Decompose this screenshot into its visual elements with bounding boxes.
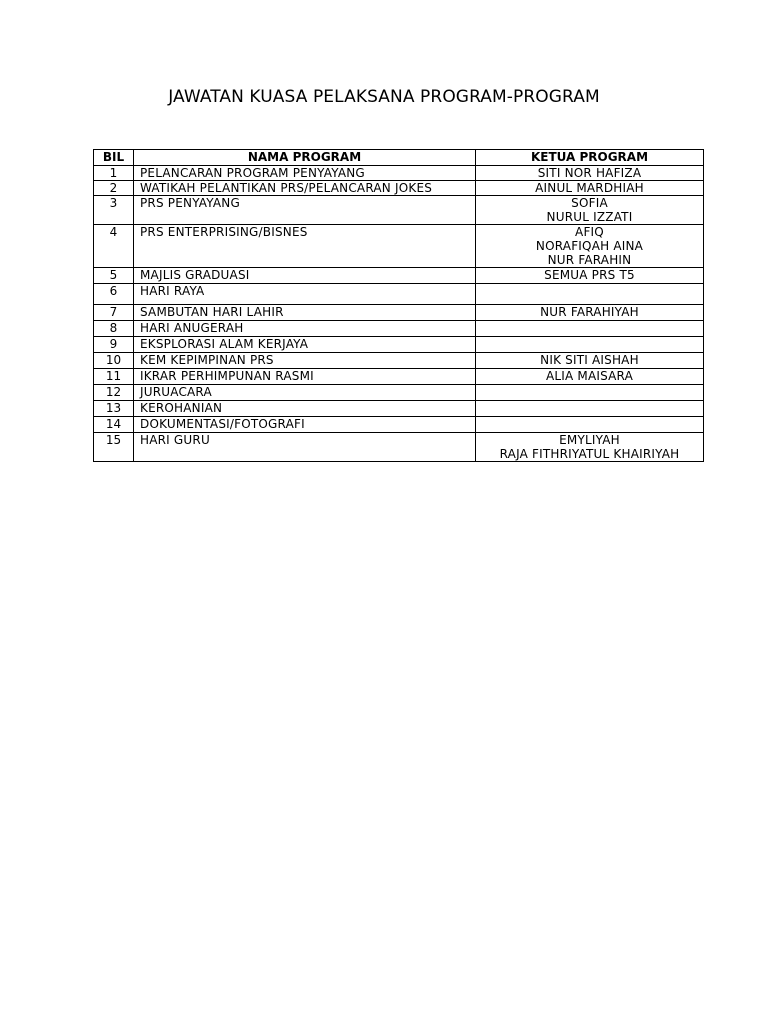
program-leader-cell [476,305,704,321]
table-header-row [94,150,704,166]
program-leader-cell [476,225,704,268]
header-bil: BIL [94,150,134,166]
program-leader-cell [476,369,704,385]
program-leader-cell [476,196,704,225]
table-row [94,284,704,305]
table-row [94,305,704,321]
program-name: DOKUMENTASI/FOTOGRAFI [134,417,476,433]
row-number: 11 [94,369,134,385]
program-leader-cell [476,321,704,337]
program-name: IKRAR PERHIMPUNAN RASMI [134,369,476,385]
program-leader: AFIQ [575,225,604,239]
table-row [94,321,704,337]
table-body [94,166,704,462]
program-name: PRS ENTERPRISING/BISNES [134,225,476,268]
program-leader: NIK SITI AISHAH [540,353,639,367]
committee-table [93,149,704,462]
program-leader: SOFIA [571,196,608,210]
row-number: 10 [94,353,134,369]
table-row [94,385,704,401]
row-number: 13 [94,401,134,417]
table-row [94,181,704,196]
program-leader-cell [476,353,704,369]
program-leader: SITI NOR HAFIZA [537,166,642,180]
program-leader-cell [476,284,704,305]
program-name: KEM KEPIMPINAN PRS [134,353,476,369]
table-row [94,369,704,385]
row-number: 9 [94,337,134,353]
program-name: PELANCARAN PROGRAM PENYAYANG [134,166,476,181]
program-leader: AINUL MARDHIAH [535,181,644,195]
row-number: 5 [94,268,134,284]
program-leader-cell [476,181,704,196]
row-number: 7 [94,305,134,321]
row-number: 14 [94,417,134,433]
row-number: 15 [94,433,134,462]
program-name: SAMBUTAN HARI LAHIR [134,305,476,321]
row-number: 1 [94,166,134,181]
table-row [94,401,704,417]
header-nama-program: NAMA PROGRAM [134,150,476,166]
table-row [94,196,704,225]
program-leader: SEMUA PRS T5 [544,268,635,282]
program-name: PRS PENYAYANG [134,196,476,225]
table-row [94,353,704,369]
row-number: 4 [94,225,134,268]
table-row [94,337,704,353]
row-number: 6 [94,284,134,305]
row-number: 3 [94,196,134,225]
program-leader: EMYLIYAH [559,433,620,447]
table-row [94,417,704,433]
program-leader-cell [476,268,704,284]
table-row [94,433,704,462]
program-leader-cell [476,433,704,462]
program-leader: NUR FARAHIYAH [540,305,639,319]
table-row [94,268,704,284]
program-name: EKSPLORASI ALAM KERJAYA [134,337,476,353]
program-leader: NORAFIQAH AINA [535,239,644,253]
program-name: MAJLIS GRADUASI [134,268,476,284]
program-name: JURUACARA [134,385,476,401]
program-leader-cell [476,166,704,181]
program-name: HARI ANUGERAH [134,321,476,337]
header-ketua-program: KETUA PROGRAM [476,150,704,166]
table-row [94,225,704,268]
table-row [94,166,704,181]
row-number: 8 [94,321,134,337]
program-leader: ALIA MAISARA [545,369,634,383]
program-name: HARI RAYA [134,284,476,305]
program-leader-cell [476,385,704,401]
program-leader: RAJA FITHRIYATUL KHAIRIYAH [499,447,680,461]
program-leader-cell [476,337,704,353]
program-name: WATIKAH PELANTIKAN PRS/PELANCARAN JOKES [134,181,476,196]
program-leader-cell [476,401,704,417]
row-number: 2 [94,181,134,196]
program-leader: NUR FARAHIN [547,253,632,267]
program-name: KEROHANIAN [134,401,476,417]
program-leader-cell [476,417,704,433]
page-title: JAWATAN KUASA PELAKSANA PROGRAM-PROGRAM [168,87,600,107]
program-leader: NURUL IZZATI [546,210,633,224]
program-name: HARI GURU [134,433,476,462]
row-number: 12 [94,385,134,401]
